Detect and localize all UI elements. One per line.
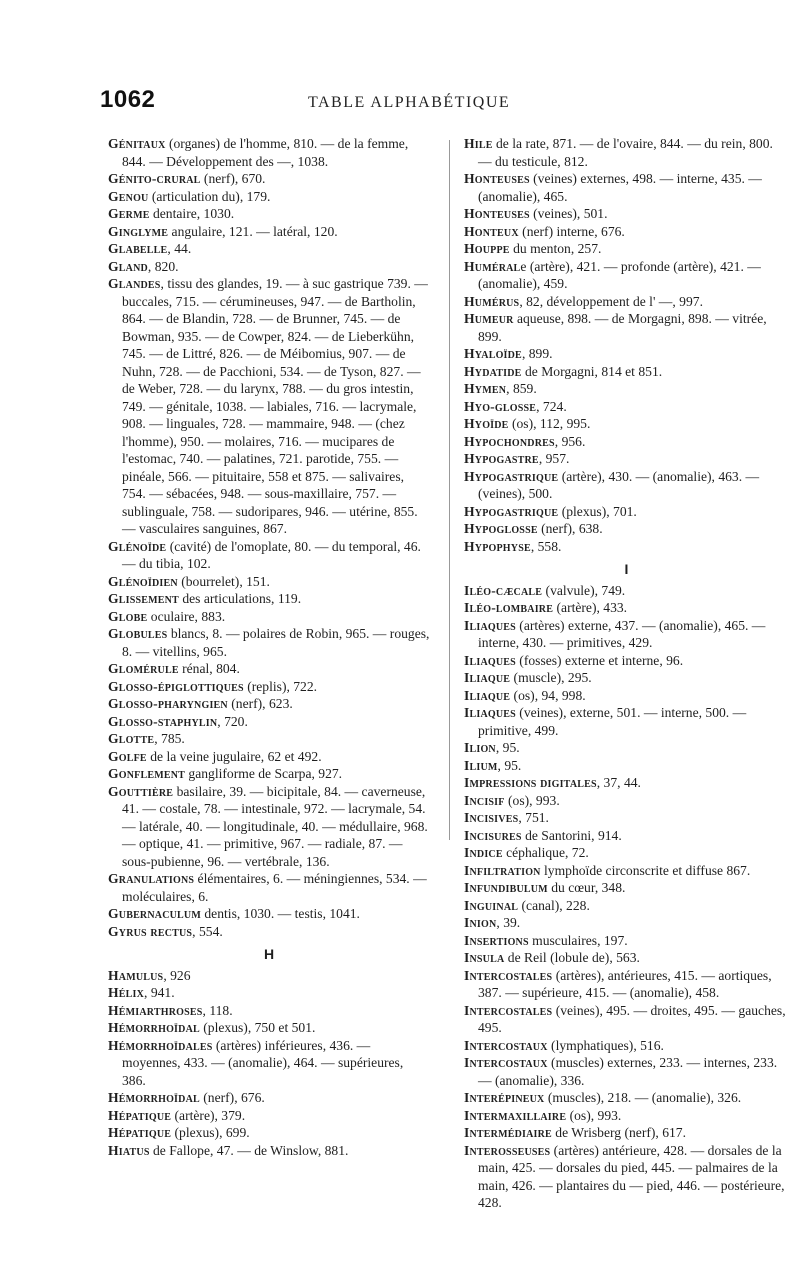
index-entry-headword: Glissement bbox=[108, 591, 179, 606]
index-entry bbox=[464, 538, 789, 556]
index-entry-references: gangliforme de Scarpa, 927. bbox=[185, 766, 343, 781]
index-entry-references: , 95. bbox=[497, 757, 522, 773]
index-entry bbox=[464, 1054, 789, 1089]
index-entry-headword: Gland bbox=[108, 258, 148, 274]
index-entry-references: , 95. bbox=[495, 740, 520, 755]
index-entry-references: (veines) externes, 498. — interne, 435. — (anomalie), 465. bbox=[478, 171, 762, 204]
index-entry bbox=[464, 363, 789, 381]
index-entry-headword: Glosso-pharyngien bbox=[108, 696, 228, 711]
index-entry bbox=[464, 582, 789, 600]
index-entry-references: de Morgagni, 814 et 851. bbox=[521, 363, 663, 379]
index-entry-references: , 554. bbox=[192, 923, 223, 939]
index-entry bbox=[108, 240, 430, 258]
index-entry bbox=[464, 1037, 789, 1055]
index-entry-headword: Germe bbox=[108, 206, 150, 221]
index-entry bbox=[464, 949, 789, 967]
index-entry-headword: Intercostales bbox=[464, 1002, 553, 1018]
index-entry-headword: Iléo-lombaire bbox=[464, 600, 554, 615]
index-entry-headword: Hyaloïde bbox=[464, 346, 522, 361]
index-entry-headword: Hépatique bbox=[108, 1125, 172, 1140]
index-entry-references: (artère), 379. bbox=[171, 1107, 246, 1123]
index-entry-references: (artères), antérieures, 415. — aortiques, 387. — supérieure, 415. — (anomalie), 458. bbox=[478, 967, 772, 1000]
index-entry-references: de Reil (lobule de), 563. bbox=[504, 950, 640, 965]
index-entry-headword: Iléo-cæcale bbox=[464, 582, 543, 598]
index-entry-references: angulaire, 121. — latéral, 120. bbox=[168, 223, 338, 239]
index-entry-references: , 751. bbox=[518, 810, 549, 825]
index-entry-headword: Globules bbox=[108, 626, 168, 641]
index-entry bbox=[464, 757, 789, 775]
index-entry-headword: Indice bbox=[464, 845, 503, 860]
page-header bbox=[0, 86, 800, 122]
index-entry-headword: Hyoïde bbox=[464, 416, 509, 431]
index-entry-headword: Honteux bbox=[464, 223, 519, 239]
index-entry bbox=[108, 608, 430, 626]
index-entry-references: (muscle), 295. bbox=[510, 670, 592, 685]
index-entry bbox=[108, 275, 430, 538]
index-entry bbox=[464, 1002, 789, 1037]
index-entry-references: (os), 993. bbox=[504, 792, 560, 808]
index-entry-headword: Hémiarthroses bbox=[108, 1002, 203, 1018]
index-entry-headword: Hémorrhoïdales bbox=[108, 1037, 213, 1053]
index-entry-references: (valvule), 749. bbox=[542, 582, 626, 598]
index-entry bbox=[464, 310, 789, 345]
index-column-left bbox=[108, 135, 430, 1159]
index-entry bbox=[464, 1107, 789, 1125]
index-entry bbox=[464, 503, 789, 521]
index-entry-headword: Iliaques bbox=[464, 652, 516, 668]
index-entry-headword: Intermaxillaire bbox=[464, 1107, 567, 1123]
index-entry-headword: Iliaque bbox=[464, 687, 511, 703]
page-number: 1062 bbox=[100, 86, 156, 113]
index-entry-references: (canal), 228. bbox=[518, 897, 590, 913]
index-entry-headword: Génito-crural bbox=[108, 171, 201, 186]
index-entry-references: , 558. bbox=[530, 538, 562, 554]
index-entry-references: (os), 993. bbox=[566, 1107, 622, 1123]
index-entry bbox=[108, 695, 430, 713]
index-entry-references: , 44. bbox=[167, 241, 192, 256]
index-entry-references: (lymphatiques), 516. bbox=[547, 1037, 664, 1053]
index-entry-references: de Wrisberg (nerf), 617. bbox=[551, 1125, 686, 1140]
index-entry bbox=[464, 599, 789, 617]
index-entry-references: (os), 112, 995. bbox=[508, 416, 591, 431]
index-entry bbox=[108, 170, 430, 188]
index-entry-headword: Insertions bbox=[464, 932, 529, 948]
index-entry-references: musculaires, 197. bbox=[528, 932, 628, 948]
index-entry-references: (replis), 722. bbox=[243, 678, 318, 694]
index-entry bbox=[108, 258, 430, 276]
index-entry-headword: Ilion bbox=[464, 740, 496, 755]
index-entry-references: (bourrelet), 151. bbox=[177, 573, 270, 589]
index-entry-headword: Hypogastrique bbox=[464, 503, 559, 519]
index-entry-references: du menton, 257. bbox=[509, 241, 602, 256]
index-entry bbox=[108, 1124, 430, 1142]
index-entry-headword: Hypogastre bbox=[464, 451, 539, 466]
index-entry-references: (nerf), 676. bbox=[199, 1090, 265, 1105]
index-entry-references: , 957. bbox=[538, 451, 570, 466]
column-divider bbox=[449, 140, 450, 840]
index-entry bbox=[108, 730, 430, 748]
index-entry-headword: Glosso-épiglottiques bbox=[108, 678, 244, 694]
index-entry bbox=[464, 967, 789, 1002]
index-entry-headword: Gubernaculum bbox=[108, 906, 201, 921]
index-entry-headword: Impressions digitales bbox=[464, 775, 597, 790]
index-entry bbox=[108, 223, 430, 241]
index-entry-references: oculaire, 883. bbox=[147, 608, 226, 624]
index-entry-headword: Gouttière bbox=[108, 783, 174, 799]
index-entry-headword: Hypoglosse bbox=[464, 521, 538, 536]
index-entry-references: (muscles) externes, 233. — internes, 233. — (anomalie), 336. bbox=[478, 1055, 778, 1088]
index-entry bbox=[108, 188, 430, 206]
index-entry-headword: Hamulus bbox=[108, 967, 164, 983]
index-entry-headword: Incisif bbox=[464, 792, 505, 808]
index-entry bbox=[464, 450, 789, 468]
index-entry-references: de Santorini, 914. bbox=[521, 827, 622, 843]
index-entry bbox=[108, 984, 430, 1002]
index-entry-headword: Hiatus bbox=[108, 1142, 150, 1158]
index-entry-headword: Gyrus rectus bbox=[108, 923, 193, 939]
index-entry-references: (veines), 501. bbox=[529, 206, 608, 221]
index-entry-references: (nerf), 638. bbox=[537, 521, 603, 536]
index-entry-references: (fosses) externe et interne, 96. bbox=[515, 652, 684, 668]
index-entry-references: (artère), 433. bbox=[553, 600, 628, 615]
index-entry bbox=[108, 573, 430, 591]
index-entry-headword: Hydatide bbox=[464, 363, 522, 379]
index-entry bbox=[108, 1002, 430, 1020]
index-entry bbox=[464, 415, 789, 433]
index-entry-headword: Glénoïde bbox=[108, 538, 167, 554]
running-title: TABLE ALPHABÉTIQUE bbox=[308, 94, 511, 111]
index-entry-headword: Glomérule bbox=[108, 661, 179, 676]
index-entry-headword: Iliaques bbox=[464, 705, 516, 720]
index-entry-references: , 724. bbox=[536, 398, 567, 414]
index-entry-references: (artères) inférieures, 436. — moyennes, 433. — (anomalie), 464. — supérieures, 386. bbox=[122, 1037, 404, 1088]
index-entry-headword: Infundibulum bbox=[464, 880, 548, 895]
index-entry bbox=[464, 914, 789, 932]
index-entry-headword: Huméral bbox=[464, 258, 521, 274]
index-entry bbox=[464, 669, 789, 687]
index-entry bbox=[464, 240, 789, 258]
index-entry-headword: Génitaux bbox=[108, 136, 166, 151]
index-entry-headword: Ilium bbox=[464, 757, 498, 773]
index-entry bbox=[464, 809, 789, 827]
index-entry-references: (plexus), 699. bbox=[171, 1125, 250, 1140]
index-entry-headword: Glosso-staphylin bbox=[108, 713, 218, 729]
index-entry-headword: Hyo-glosse bbox=[464, 398, 537, 414]
index-entry bbox=[464, 468, 789, 503]
index-entry-references: aqueuse, 898. — de Morgagni, 898. — vitrée, 899. bbox=[478, 311, 767, 344]
index-entry-references: , 941. bbox=[144, 985, 175, 1000]
index-entry-references: (nerf), 670. bbox=[200, 171, 266, 186]
index-entry bbox=[108, 1019, 430, 1037]
index-entry-references: , 899. bbox=[521, 346, 553, 361]
index-entry bbox=[108, 660, 430, 678]
index-entry bbox=[464, 704, 789, 739]
index-entry-references: de Fallope, 47. — de Winslow, 881. bbox=[149, 1142, 349, 1158]
index-entry-references: dentis, 1030. — testis, 1041. bbox=[200, 906, 360, 921]
index-entry-references: , 820. bbox=[147, 258, 179, 274]
index-entry bbox=[464, 345, 789, 363]
index-entry bbox=[464, 792, 789, 810]
index-entry-references: de la veine jugulaire, 62 et 492. bbox=[146, 748, 322, 764]
index-entry-headword: Intercostaux bbox=[464, 1055, 548, 1070]
index-entry-headword: Globe bbox=[108, 608, 148, 624]
index-entry bbox=[464, 520, 789, 538]
index-entry bbox=[108, 870, 430, 905]
index-entry-references: (muscles), 218. — (anomalie), 326. bbox=[544, 1090, 742, 1105]
index-entry-references: e (artère), 421. — profonde (artère), 421. — (anomalie), 459. bbox=[478, 258, 761, 291]
index-entry bbox=[464, 1089, 789, 1107]
section-letter: I bbox=[624, 561, 629, 577]
index-entry bbox=[464, 617, 789, 652]
index-entry bbox=[464, 897, 789, 915]
index-entry bbox=[108, 1142, 430, 1160]
index-entry bbox=[464, 739, 789, 757]
index-entry bbox=[108, 590, 430, 608]
index-entry-references: dentaire, 1030. bbox=[149, 206, 235, 221]
index-entry-headword: Hémorrhoïdal bbox=[108, 1090, 200, 1105]
index-entry-references: (plexus), 750 et 501. bbox=[199, 1020, 316, 1035]
index-entry-headword: Hypophyse bbox=[464, 538, 531, 554]
index-entry bbox=[464, 433, 789, 451]
section-letter: H bbox=[263, 946, 275, 962]
index-entry-references: (artères) antérieure, 428. — dorsales de la main, 425. — dorsales du pied, 445. — palmaires de la main, 426. — plantaires du — pied, 446. — postérieure, 428. bbox=[478, 1142, 785, 1210]
index-entry-headword: Glandes bbox=[108, 276, 161, 291]
index-entry-references: de la rate, 871. — de l'ovaire, 844. — du rein, 800. — du testicule, 812. bbox=[478, 136, 773, 169]
index-entry bbox=[464, 827, 789, 845]
index-entry bbox=[464, 844, 789, 862]
index-entry bbox=[108, 967, 430, 985]
index-entry-references: (plexus), 701. bbox=[558, 503, 637, 519]
index-entry-references: basilaire, 39. — bicipitale, 84. — caverneuse, 41. — costale, 78. — intestinale, 972. — lacrymale, 54. — latérale, 40. — longitudinale, 40. — médullaire, 968. — optique, 41. — primitive, 967. — radiale, 87. — sous-pubienne, 96. — vertébrale, 136. bbox=[122, 783, 428, 869]
index-entry-headword: Hypogastrique bbox=[464, 468, 559, 484]
index-entry-headword: Glabelle bbox=[108, 241, 168, 256]
index-entry-references: , 956. bbox=[554, 433, 586, 449]
index-column-right bbox=[464, 135, 789, 1212]
index-entry-references: lymphoïde circonscrite et diffuse 867. bbox=[540, 862, 751, 878]
index-entry bbox=[464, 293, 789, 311]
index-entry-references: blancs, 8. — polaires de Robin, 965. — rouges, 8. — vitellins, 965. bbox=[122, 626, 430, 659]
index-entry-references: (artères) externe, 437. — (anomalie), 465. — interne, 430. — primitives, 429. bbox=[478, 617, 766, 650]
index-entry-headword: Granulations bbox=[108, 871, 195, 886]
index-entry bbox=[464, 380, 789, 398]
index-entry bbox=[464, 879, 789, 897]
index-entry bbox=[464, 1142, 789, 1212]
index-entry bbox=[108, 205, 430, 223]
index-entry-references: du cœur, 348. bbox=[547, 880, 626, 895]
index-entry bbox=[464, 774, 789, 792]
index-entry-headword: Hymen bbox=[464, 381, 507, 396]
index-entry-headword: Iliaque bbox=[464, 670, 511, 685]
index-entry bbox=[464, 652, 789, 670]
index-entry-headword: Glotte bbox=[108, 731, 155, 746]
index-entry bbox=[108, 713, 430, 731]
index-entry-references: , 720. bbox=[217, 713, 248, 729]
index-entry-headword: Glénoïdien bbox=[108, 573, 178, 589]
index-entry-headword: Golfe bbox=[108, 748, 147, 764]
index-entry-references: des articulations, 119. bbox=[178, 591, 302, 606]
index-entry bbox=[108, 748, 430, 766]
index-entry-headword: Intermédiaire bbox=[464, 1125, 552, 1140]
index-entry-headword: Interosseuses bbox=[464, 1142, 551, 1158]
index-entry-headword: Interépineux bbox=[464, 1090, 545, 1105]
index-entry-headword: Honteuses bbox=[464, 206, 530, 221]
index-entry-references: (veines), 495. — droites, 495. — gauches, 495. bbox=[478, 1002, 786, 1035]
index-entry-references: , 118. bbox=[202, 1002, 233, 1018]
index-entry bbox=[108, 625, 430, 660]
index-entry-references: rénal, 804. bbox=[178, 661, 240, 676]
index-entry bbox=[108, 905, 430, 923]
index-entry bbox=[108, 783, 430, 871]
index-entry-headword: Honteuses bbox=[464, 171, 530, 186]
index-entry-headword: Inion bbox=[464, 915, 497, 930]
index-entry-references: , 82, développement de l' —, 997. bbox=[519, 293, 703, 309]
index-entry-references: (veines), externe, 501. — interne, 500. — primitive, 499. bbox=[478, 705, 747, 738]
index-entry-references: , 785. bbox=[154, 731, 185, 746]
index-entry-headword: Iliaques bbox=[464, 617, 516, 633]
index-entry-references: (nerf), 623. bbox=[227, 696, 293, 711]
index-entry bbox=[464, 205, 789, 223]
index-entry-headword: Incisives bbox=[464, 810, 519, 825]
index-entry-references: , 926 bbox=[163, 967, 191, 983]
index-entry-references: (organes) de l'homme, 810. — de la femme, 844. — Développement des —, 1038. bbox=[122, 136, 409, 169]
index-entry-headword: Intercostaux bbox=[464, 1037, 548, 1053]
index-entry-references: (os), 94, 998. bbox=[510, 687, 586, 703]
index-entry-headword: Hémorrhoïdal bbox=[108, 1020, 200, 1035]
index-entry-references: (cavité) de l'omoplate, 80. — du temporal, 46. — du tibia, 102. bbox=[122, 538, 421, 571]
index-entry-headword: Genou bbox=[108, 188, 149, 204]
index-entry-references: , tissu des glandes, 19. — à suc gastrique 739. — buccales, 715. — cérumineuses, 947. — de Bartholin, 864. — de Blandin, 728. — de Brunner, 745. — de Bowman, 935. — de Cowper, 824. — de Lieberkühn, 745. — de Littré, 826. — de Méibomius, 907. — de Nuhn, 728. — de Pacchioni, 534. — de Tyson, 827. — de Weber, 728. — du larynx, 788. — du gros intestin, 749. — génitale, 1038. — labiales, 716. — lacrymale, 908. — linguales, 728. — mammaire, 948. — (chez l'homme), 950. — molaires, 716. — mucipares de l'estomac, 740. — palatines, 721. parotide, 755. — pinéale, 566. — pituitaire, 558 et 875. — salivaires, 754. — sébacées, 948. — sous-maxillaire, 757. — sublinguale, 758. — sudoripares, 946. — utérine, 855. — vasculaires sanguines, 867. bbox=[122, 276, 428, 536]
index-entry bbox=[464, 258, 789, 293]
index-entry bbox=[108, 765, 430, 783]
index-entry-headword: Intercostales bbox=[464, 967, 553, 983]
index-entry-references: , 859. bbox=[506, 381, 537, 396]
index-entry-headword: Insula bbox=[464, 950, 505, 965]
index-entry bbox=[108, 923, 430, 941]
index-entry-references: (nerf) interne, 676. bbox=[518, 223, 625, 239]
index-entry bbox=[464, 223, 789, 241]
index-entry bbox=[464, 398, 789, 416]
index-entry-headword: Inguinal bbox=[464, 897, 519, 913]
index-entry-headword: Hélix bbox=[108, 985, 145, 1000]
index-entry bbox=[108, 538, 430, 573]
index-entry-references: céphalique, 72. bbox=[502, 845, 589, 860]
index-entry bbox=[464, 687, 789, 705]
index-entry-headword: Hépatique bbox=[108, 1107, 172, 1123]
index-entry bbox=[108, 135, 430, 170]
index-entry-references: , 37, 44. bbox=[596, 775, 641, 790]
index-entry bbox=[108, 678, 430, 696]
index-entry-headword: Ginglyme bbox=[108, 223, 169, 239]
index-entry-headword: Gonflement bbox=[108, 766, 186, 781]
index-entry bbox=[464, 170, 789, 205]
index-entry bbox=[108, 1089, 430, 1107]
index-entry-headword: Hile bbox=[464, 136, 493, 151]
index-entry-references: (artère), 430. — (anomalie), 463. — (veines), 500. bbox=[478, 468, 760, 501]
index-entry bbox=[464, 932, 789, 950]
index-entry-references: (articulation du), 179. bbox=[148, 188, 271, 204]
index-entry-headword: Humeur bbox=[464, 311, 514, 326]
index-entry bbox=[108, 1037, 430, 1090]
index-entry bbox=[464, 862, 789, 880]
index-entry-headword: Incisures bbox=[464, 827, 522, 843]
index-entry-headword: Infiltration bbox=[464, 862, 541, 878]
index-entry-headword: Humérus bbox=[464, 293, 520, 309]
index-entry bbox=[464, 135, 789, 170]
index-entry-references: , 39. bbox=[496, 915, 521, 930]
index-entry bbox=[464, 1124, 789, 1142]
index-entry-headword: Hypochondres bbox=[464, 433, 555, 449]
index-entry-headword: Houppe bbox=[464, 241, 510, 256]
index-entry-references: élémentaires, 6. — méningiennes, 534. — moléculaires, 6. bbox=[122, 871, 427, 904]
index-entry bbox=[108, 1107, 430, 1125]
